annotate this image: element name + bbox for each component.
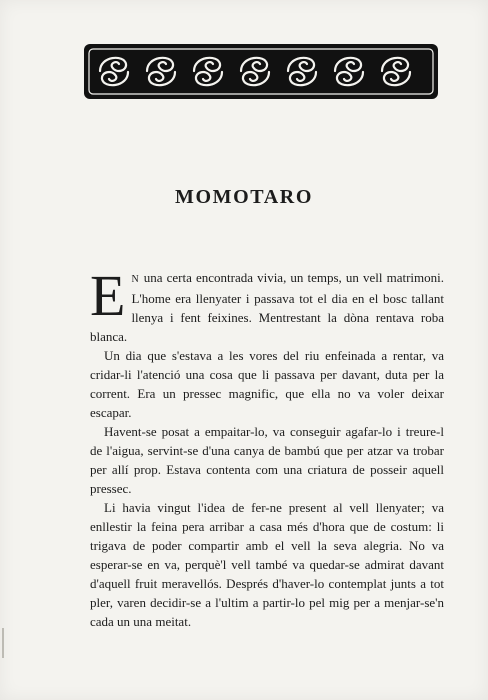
- paragraph-1: [90, 263, 444, 346]
- page-edge-mark: [2, 628, 4, 658]
- paragraph-4: Li havia vingut l'idea de fer-ne present al vell llenyater; va enllestir la feina pera arribar a casa més d'hora que de costum: li trigava de poder compartir amb el vell la seva alegria. No va esperar-se en va, perquè'l vell també va quedar-se admirat davant d'aquell fruit meravellós. Després d'haver-lo contemplat junts a tot pler, varen decidir-se a l'ultim a partir-lo pel mig per a menjar-se'n cada un una meitat.: [90, 500, 444, 629]
- drop-cap: E: [90, 263, 126, 328]
- paragraph-1-text: una certa encontrada vivia, un temps, un vell matrimoni. L'home era llenyater i passava tot el dia en el bosc tallant llenya i fent feixines. Mentrestant la dòna rentava roba blanca.: [90, 270, 444, 344]
- paragraph-2: Un dia que s'estava a les vores del riu enfeinada a rentar, va cridar-li l'atenció una cosa que li passava per davant, duta per la corrent. Era un pressec magnific, que ella no va voler deixar escapar.: [90, 348, 444, 420]
- first-word-smallcaps: N: [131, 274, 140, 285]
- story-text: [90, 263, 444, 631]
- page-title: MOMOTARO: [175, 186, 313, 208]
- paragraph-3: Havent-se posat a empaitar-lo, va conseguir agafar-lo i treure-l de l'aigua, servint-se d'una canya de bambú que per atzar va trobar per allí prop. Estava contenta com una criatura de posseir aquell pressec.: [90, 424, 444, 496]
- ornamental-header-band: [84, 44, 438, 99]
